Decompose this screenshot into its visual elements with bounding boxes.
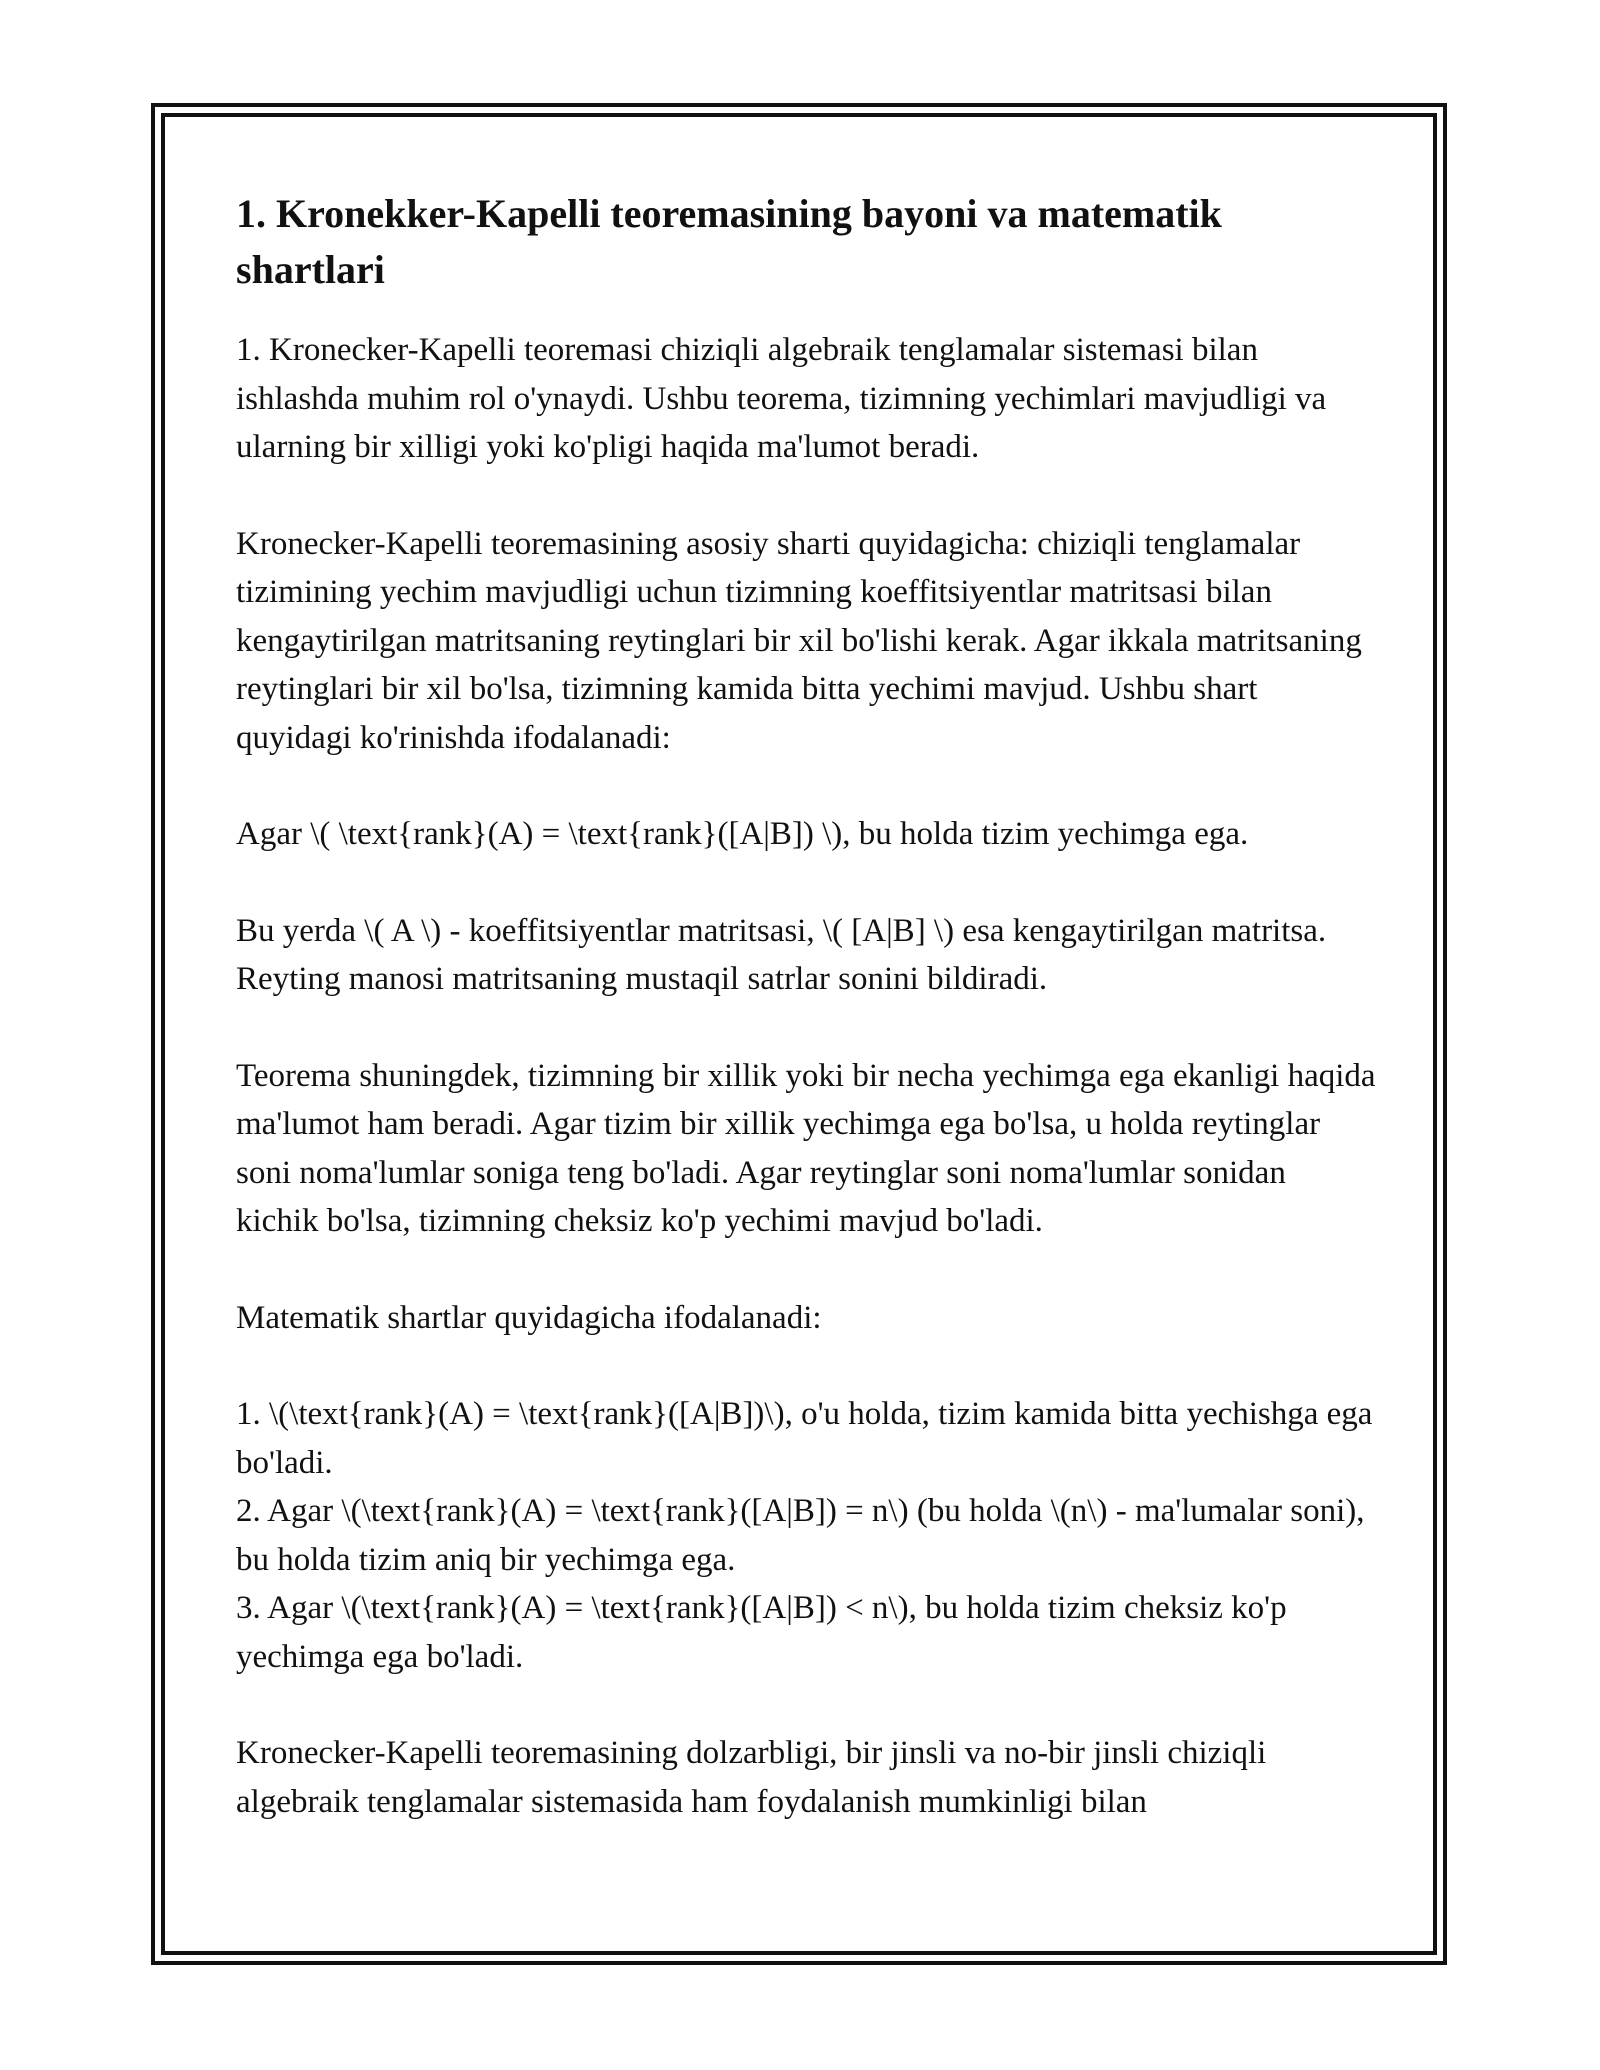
paragraph-main-condition: Kronecker-Kapelli teoremasining asosiy sharti quyidagicha: chiziqli tenglamalar tizimining yechim mavjudligi uchun tizimning koeffitsiyentlar matritsasi bilan kengaytirilgan matritsaning reytinglari bir xil bo'lishi kerak. Agar ikkala matritsaning reytinglari bir xil bo'lsa, tizimning kamida bitta yechimi mavjud. Ushbu shart quyidagi ko'rinishda ifodalanadi: bbox=[236, 525, 1362, 756]
section-heading: 1. Kronekker-Kapelli teoremasining bayoni va matematik shartlari bbox=[236, 191, 1222, 292]
paragraph-rank-formula: Agar \( \text{rank}(A) = \text{rank}([A|B]) \), bu holda tizim yechimga ega. bbox=[236, 816, 1249, 852]
paragraph-closing: Kronecker-Kapelli teoremasining dolzarbligi, bir jinsli va no-bir jinsli chiziqli algebraik tenglamalar sistemasida ham foydalanish mumkinligi bilan bbox=[236, 1735, 1267, 1820]
document-body bbox=[236, 186, 1376, 1826]
paragraph-intro: 1. Kronecker-Kapelli teoremasi chiziqli algebraik tenglamalar sistemasi bilan ishlashda muhim rol o'ynaydi. Ushbu teorema, tizimning yechimlari mavjudligi va ularning bir xilligi yoki ko'pligi haqida ma'lumot beradi. bbox=[236, 332, 1327, 465]
condition-item-1: 1. \(\text{rank}(A) = \text{rank}([A|B])\), o'u holda, tizim kamida bitta yechishga ega bo'ladi. bbox=[236, 1396, 1373, 1481]
paragraph-conditions-intro: Matematik shartlar quyidagicha ifodalanadi: bbox=[236, 1299, 822, 1336]
condition-item-2: 2. Agar \(\text{rank}(A) = \text{rank}([A|B]) = n\) (bu holda \(n\) - ma'lumalar soni), bu holda tizim aniq bir yechimga ega. bbox=[236, 1493, 1365, 1578]
paragraph-solution-count: Teorema shuningdek, tizimning bir xillik yoki bir necha yechimga ega ekanligi haqida ma'lumot ham beradi. Agar tizim bir xillik yechimga ega bo'lsa, u holda reytinglar soni noma'lumlar soniga teng bo'ladi. Agar reytinglar soni noma'lumlar sonidan kichik bo'lsa, tizimning cheksiz ko'p yechimi mavjud bo'ladi. bbox=[236, 1057, 1376, 1239]
paragraph-definitions: Bu yerda \( A \) - koeffitsiyentlar matritsasi, \( [A|B] \) esa kengaytirilgan matritsa. Reyting manosi matritsaning mustaqil satrlar sonini bildiradi. bbox=[236, 912, 1327, 997]
condition-item-3: 3. Agar \(\text{rank}(A) = \text{rank}([A|B]) < n\), bu holda tizim cheksiz ko'p yechimga ega bo'ladi. bbox=[236, 1590, 1287, 1675]
